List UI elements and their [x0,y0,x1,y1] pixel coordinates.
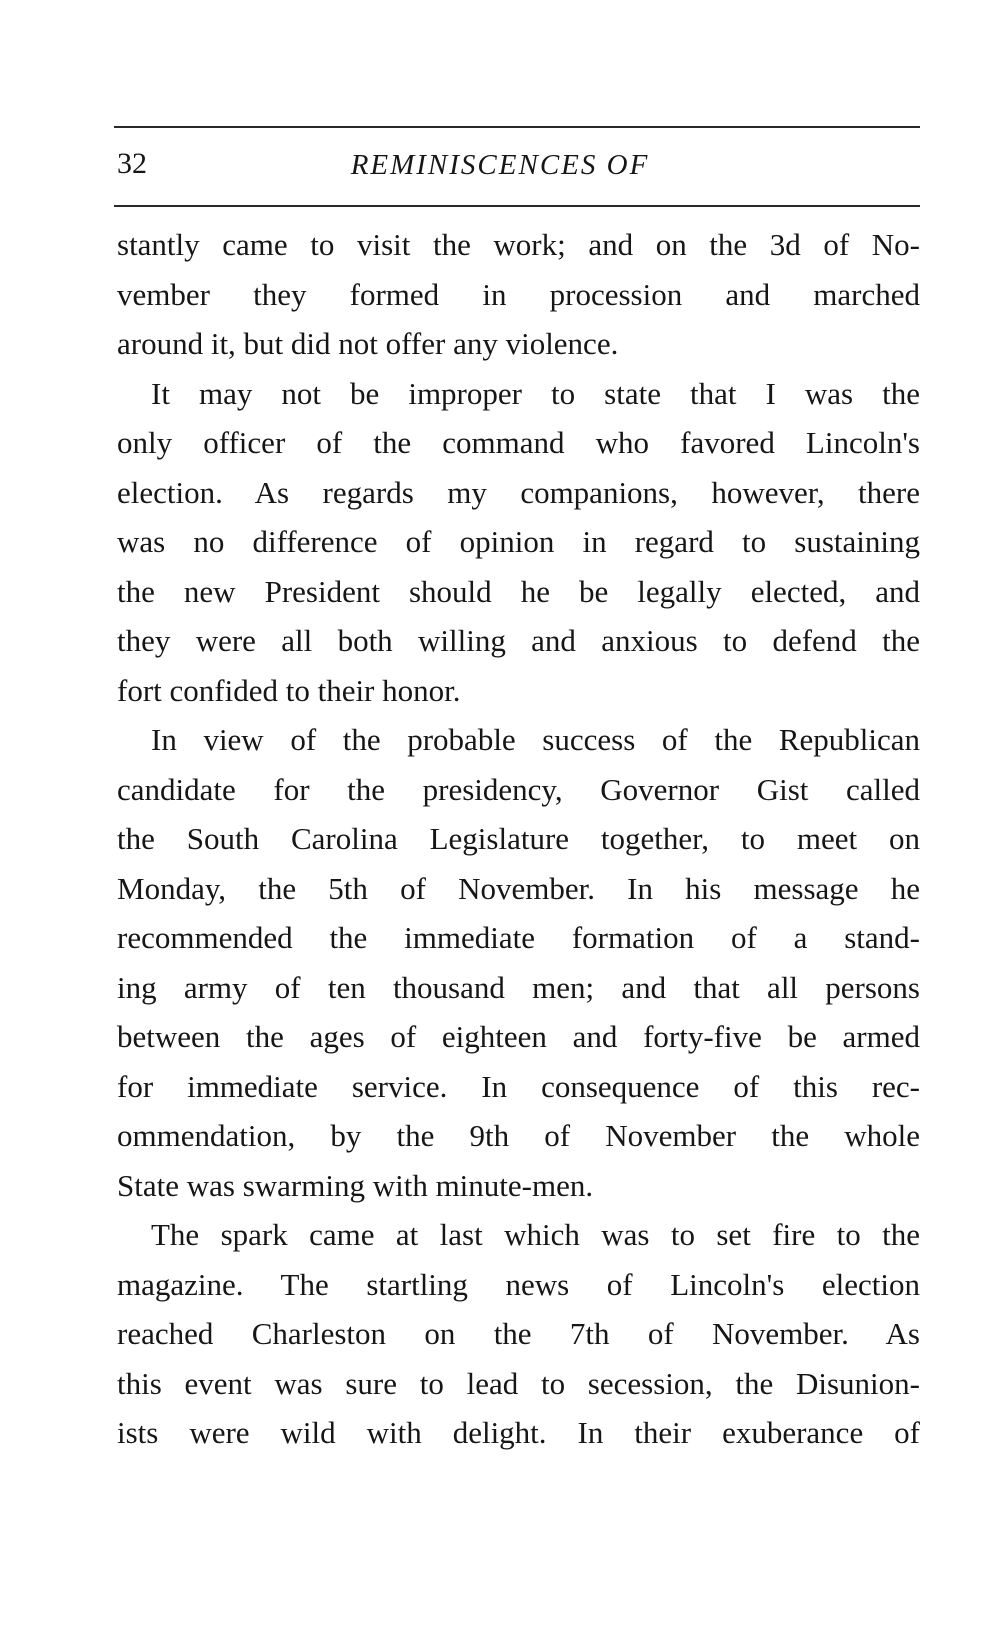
text-line: for immediate service. In consequence of this rec- [117,1068,920,1104]
text-line: magazine. The startling news of Lincoln's election [117,1266,920,1302]
text-line: reached Charleston on the 7th of November. As [117,1316,920,1351]
text-line: fort confided to their honor. [117,672,461,708]
text-line: between the ages of eighteen and forty-five be armed [117,1019,920,1054]
text-line: they were all both willing and anxious to defend the [117,623,920,658]
text-line: ing army of ten thousand men; and that all persons [117,969,920,1005]
text-line: election. As regards my companions, however, there [117,474,920,510]
text-line: only officer of the command who favored Lincoln's [117,425,920,460]
body-text [117,220,920,1458]
paragraph-first-line: The spark came at last which was to set fire to the [151,1217,920,1252]
page-number: 32 [117,147,147,180]
header-bottom-rule [114,205,920,207]
header-top-rule [114,126,920,128]
text-line: State was swarming with minute-men. [117,1167,594,1203]
text-line: Monday, the 5th of November. In his message he [117,870,920,906]
text-line: the new President should he be legally elected, and [117,573,920,609]
text-line: the South Carolina Legislature together, to meet on [117,821,920,856]
text-line: this event was sure to lead to secession, the Disunion- [117,1365,920,1401]
running-head: REMINISCENCES OF [350,149,650,181]
text-line: candidate for the presidency, Governor Gist called [117,771,920,807]
text-line: was no difference of opinion in regard to sustaining [117,524,920,559]
text-line: around it, but did not offer any violence. [117,326,619,361]
text-line: ommendation, by the 9th of November the whole [117,1118,920,1153]
paragraph-first-line: It may not be improper to state that I was the [151,375,920,411]
text-line: stantly came to visit the work; and on the 3d of No- [117,227,920,262]
text-line: recommended the immediate formation of a stand- [117,920,920,955]
paragraph-first-line: In view of the probable success of the Republican [151,722,920,757]
text-line: vember they formed in procession and marched [117,276,920,312]
text-line: ists were wild with delight. In their exuberance of [117,1415,920,1450]
